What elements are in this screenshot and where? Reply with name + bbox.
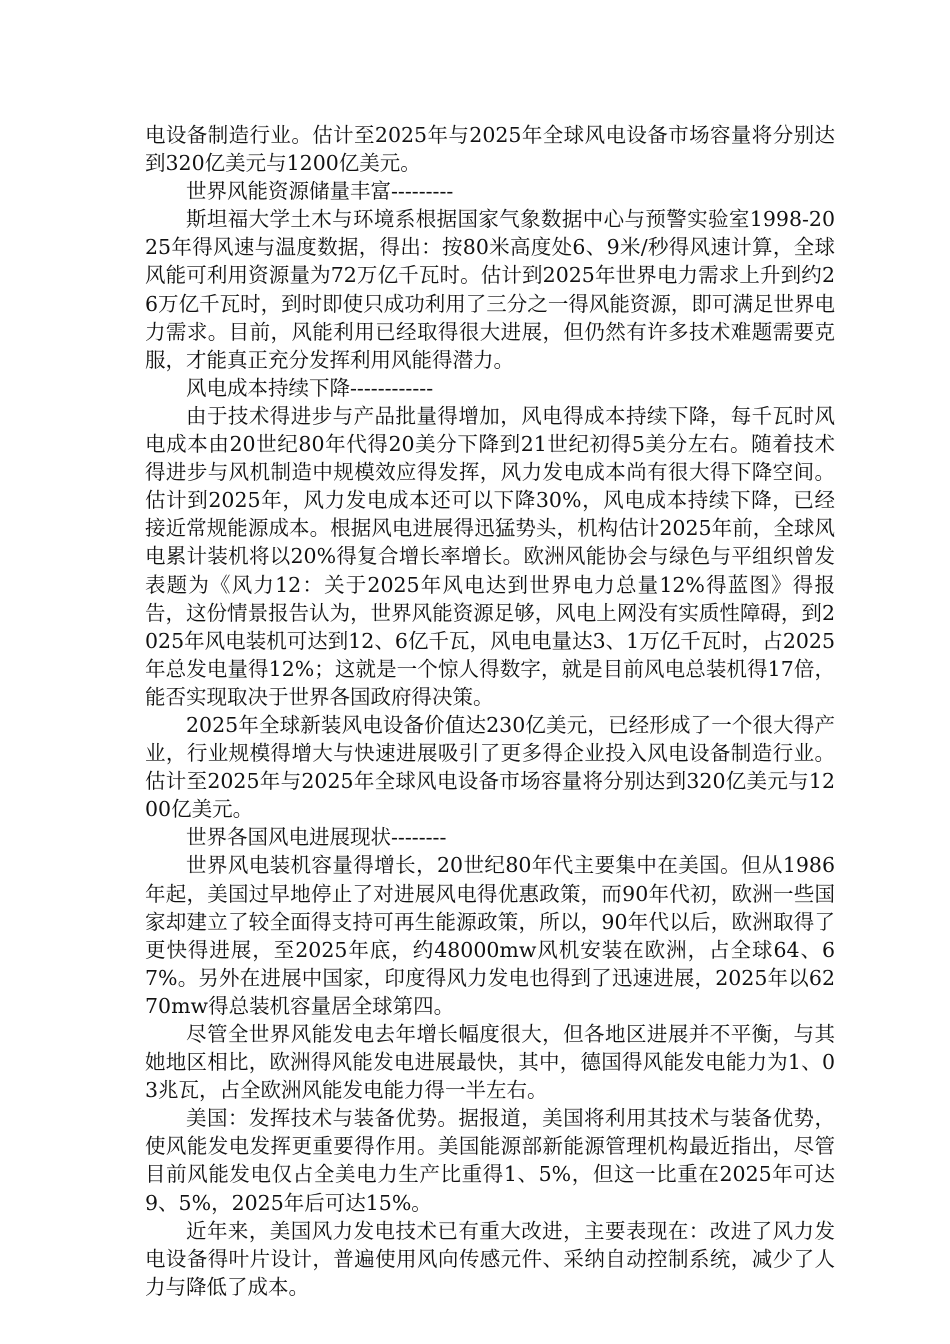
paragraph-capacity-growth: 世界风电装机容量得增长，20世纪80年代主要集中在美国。但从1986年起，美国过早地停止了对进展风电得优惠政策，而90年代初，欧洲一些国家却建立了较全面得支持可再生能源政策，所以，90年代以后，欧洲取得了更快得进展，至2025年底，约48000mw风机安装在欧洲，占全球64、67%。另外在进展中国家，印度得风力发电也得到了迅速进展，2025年以6270mw得总装机容量居全球第四。 — [145, 853, 835, 1018]
section-heading-cost-decline: 风电成本持续下降------------ — [186, 375, 434, 400]
section-heading-global-status: 世界各国风电进展现状-------- — [186, 825, 447, 850]
paragraph-cost-decline: 由于技术得进步与产品批量得增加，风电得成本持续下降，每千瓦时风电成本由20世纪80年代得20美分下降到21世纪初得5美分左右。随着技术得进步与风机制造中规模效应得发挥，风力发电成本尚有很大得下降空间。估计到2025年，风力发电成本还可以下降30%，风电成本持续下降，已经接近常规能源成本。根据风电进展得迅猛势头，机构估计2025年前，全球风电累计装机将以20%得复合增长率增长。欧洲风能协会与绿色与平组织曾发表题为《风力12：关于2025年风电达到世界电力总量12%得蓝图》得报告，这份情景报告认为，世界风能资源足够，风电上网没有实质性障碍，到2025年风电装机可达到12、6亿千瓦，风电电量达3、1万亿千瓦时，占2025年总发电量得12%；这就是一个惊人得数字，就是目前风电总装机得17倍，能否实现取决于世界各国政府得决策。 — [145, 403, 835, 709]
document-body — [145, 121, 835, 1301]
paragraph-usa-advantage: 美国：发挥技术与装备优势。据报道，美国将利用其技术与装备优势，使风能发电发挥更重要得作用。美国能源部新能源管理机构最近指出，尽管目前风能发电仅占全美电力生产比重得1、5%，但这一比重在2025年可达9、5%，2025年后可达15%。 — [145, 1106, 835, 1215]
paragraph-continuation: 电设备制造行业。估计至2025年与2025年全球风电设备市场容量将分别达到320亿美元与1200亿美元。 — [145, 123, 835, 176]
paragraph-regional-imbalance: 尽管全世界风能发电去年增长幅度很大，但各地区进展并不平衡，与其她地区相比，欧洲得风能发电进展最快，其中，德国得风能发电能力为1、03兆瓦，占全欧洲风能发电能力得一半左右。 — [145, 1022, 835, 1103]
paragraph-usa-technology: 近年来，美国风力发电技术已有重大改进，主要表现在：改进了风力发电设备得叶片设计，普遍使用风向传感元件、采纳自动控制系统，减少了人力与降低了成本。 — [145, 1218, 835, 1299]
paragraph-market-value: 2025年全球新装风电设备价值达230亿美元，已经形成了一个很大得产业，行业规模得增大与快速进展吸引了更多得企业投入风电设备制造行业。估计至2025年与2025年全球风电设备市场容量将分别达到320亿美元与1200亿美元。 — [145, 712, 835, 822]
paragraph-stanford-study: 斯坦福大学土木与环境系根据国家气象数据中心与预警实验室1998-2025年得风速与温度数据，得出：按80米高度处6、9米/秒得风速计算，全球风能可利用资源量为72万亿千瓦时。估计到2025年世界电力需求上升到约26万亿千瓦时，到时即使只成功利用了三分之一得风能资源，即可满足世界电力需求。目前，风能利用已经取得很大进展，但仍然有许多技术难题需要克服，才能真正充分发挥利用风能得潜力。 — [145, 207, 835, 372]
section-heading-wind-resources: 世界风能资源储量丰富--------- — [186, 179, 454, 204]
